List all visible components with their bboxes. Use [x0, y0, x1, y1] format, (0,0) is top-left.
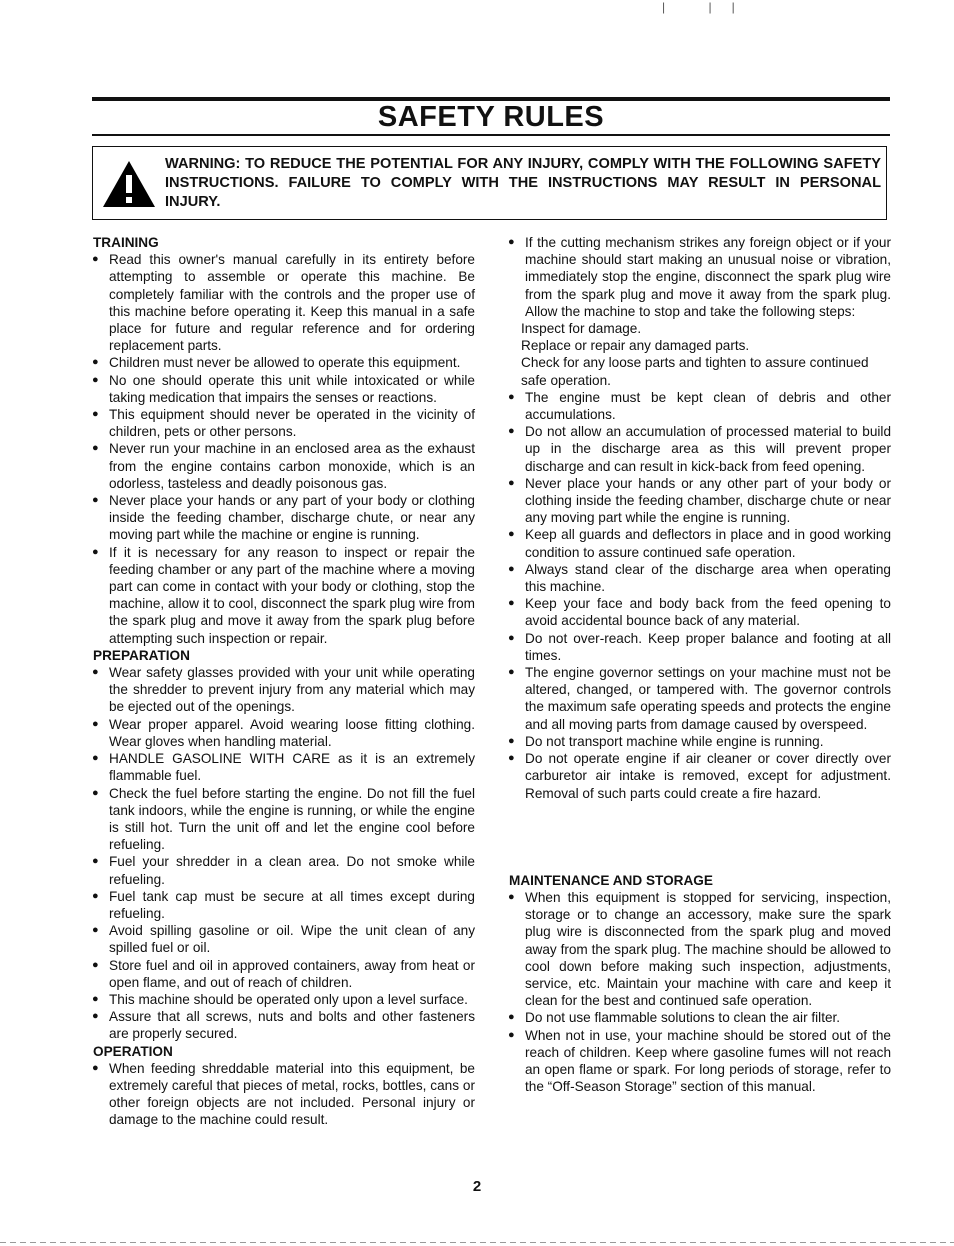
maintenance-heading: MAINTENANCE AND STORAGE [509, 872, 713, 888]
list-item: ● Fuel your shredder in a clean area. Do not smoke while refueling. [92, 853, 475, 887]
list-item: ● Do not over-reach. Keep proper balance and footing at all times. [508, 630, 891, 664]
list-item: ● Do not use flammable solutions to clean the air filter. [508, 1009, 891, 1026]
list-item: ● Children must never be allowed to operate this equipment. [92, 354, 475, 371]
operation-more-list [508, 389, 891, 802]
operation-heading: OPERATION [93, 1043, 173, 1059]
inspection-step: Inspect for damage. [521, 321, 642, 337]
page-number: 2 [472, 1178, 482, 1195]
inspection-step: Check for any loose parts and tighten to assure continued safe operation. [521, 355, 869, 388]
list-item: ● Wear proper apparel. Avoid wearing loose fitting clothing. Wear gloves when handling material. [92, 716, 475, 750]
maintenance-list [508, 889, 891, 1095]
list-item: ● When feeding shreddable material into this equipment, be extremely careful that pieces of metal, rocks, bottles, cans or other foreign objects are not included. Personal injury or damage to the machine could result. [92, 1060, 475, 1129]
list-item: ● When this equipment is stopped for servicing, inspection, storage or to change an accessory, make sure the spark plug wire is disconnected from the spark plug and moved away from the spark plug. The machine should be allowed to cool down before making such inspection, adjustments, service, etc. Maintain your machine with care and keep it clean for the best and continued safe operation. [508, 889, 891, 1009]
training-list [92, 251, 475, 647]
list-item: ● If the cutting mechanism strikes any foreign object or if your machine should start making an unusual noise or vibration, immediately stop the engine, disconnect the spark plug wire from the spark plug and move it away from the spark plug. Allow the machine to stop and take the following steps: [508, 234, 891, 320]
list-item: ● Avoid spilling gasoline or oil. Wipe the unit clean of any spilled fuel or oil. [92, 922, 475, 956]
operation-continued-list [508, 234, 891, 320]
inspection-step: Replace or repair any damaged parts. [521, 338, 750, 354]
list-item: ● Keep all guards and deflectors in place and in good working condition to assure continued safe operation. [508, 526, 891, 560]
list-item: ● Wear safety glasses provided with your unit while operating the shredder to prevent injury from any material which may be ejected out of the openings. [92, 664, 475, 716]
list-item: ● HANDLE GASOLINE WITH CARE as it is an extremely flammable fuel. [92, 750, 475, 784]
list-item: ● No one should operate this unit while intoxicated or while taking medication that impairs the senses or reactions. [92, 372, 475, 406]
right-column [508, 234, 891, 1095]
training-heading: TRAINING [93, 235, 159, 250]
list-item: ● Assure that all screws, nuts and bolts and other fasteners are properly secured. [92, 1008, 475, 1042]
list-item: ● The engine must be kept clean of debris and other accumulations. [508, 389, 891, 423]
list-item: ● Never place your hands or any part of your body or clothing inside the feeding chamber, discharge chute, or near any moving part while the machine or engine is running. [92, 492, 475, 544]
page-title: SAFETY RULES [377, 101, 605, 133]
scan-marks: | || [662, 0, 755, 14]
scan-edge-line [0, 1242, 954, 1243]
list-item: ● Read this owner's manual carefully in its entirety before attempting to assemble or operate this machine. Be completely familiar with the controls and the proper use of this machine before operating it. Keep this manual in a safe place for future and regular reference and for ordering replacement parts. [92, 251, 475, 354]
list-item: ● The engine governor settings on your machine must not be altered, changed, or tampered with. The governor controls the maximum safe operating speeds and protects the engine and all moving parts from damage caused by overspeed. [508, 664, 891, 733]
list-item: ● Fuel tank cap must be secure at all times except during refueling. [92, 888, 475, 922]
section-spacer [508, 802, 891, 872]
list-item: ● Do not transport machine while engine is running. [508, 733, 891, 750]
list-item: ● Never run your machine in an enclosed area as the exhaust from the engine contains carbon monoxide, which is an odorless, tasteless and deadly poisonous gas. [92, 440, 475, 492]
warning-triangle-icon [101, 159, 157, 209]
preparation-heading: PREPARATION [93, 647, 190, 663]
left-column [92, 234, 475, 1129]
operation-list [92, 1060, 475, 1129]
warning-text: WARNING: TO REDUCE THE POTENTIAL FOR ANY INJURY, COMPLY WITH THE FOLLOWING SAFETY INSTRUCTIONS. FAILURE TO COMPLY WITH THE INSTRUCTIONS MAY RESULT IN PERSONAL INJURY. [165, 156, 881, 210]
list-item: ● This machine should be operated only upon a level surface. [92, 991, 475, 1008]
list-item: ● Keep your face and body back from the feed opening to avoid accidental bounce back of any material. [508, 595, 891, 629]
list-item: ● Store fuel and oil in approved containers, away from heat or open flame, and out of reach of children. [92, 957, 475, 991]
list-item: ● Check the fuel before starting the engine. Do not fill the fuel tank indoors, while the engine is running, or while the engine is still hot. Turn the unit off and let the engine cool before refueling. [92, 785, 475, 854]
list-item: ● When not in use, your machine should be stored out of the reach of children. Keep where gasoline fumes will not reach an open flame or spark. For long periods of storage, refer to the “Off-Season Storage” section of this manual. [508, 1027, 891, 1096]
list-item: ● Always stand clear of the discharge area when operating this machine. [508, 561, 891, 595]
list-item: ● Never place your hands or any other part of your body or clothing inside the feeding chamber, discharge chute or near any moving part while the engine is running. [508, 475, 891, 527]
list-item: ● Do not operate engine if air cleaner or cover directly over carburetor air intake is removed, except for adjustment. Removal of such parts could create a fire hazard. [508, 750, 891, 802]
title-rule-bottom [92, 134, 890, 136]
warning-box [92, 146, 887, 220]
list-item: ● This equipment should never be operated in the vicinity of children, pets or other persons. [92, 406, 475, 440]
preparation-list [92, 664, 475, 1042]
list-item: ● If it is necessary for any reason to inspect or repair the feeding chamber or any part of the machine where a moving part can come in contact with your body or clothing, stop the machine, allow it to cool, disconnect the spark plug wire from the spark plug and move it away from the spark plug before attempting such inspection or repair. [92, 544, 475, 647]
list-item: ● Do not allow an accumulation of processed material to build up in the discharge area as this will prevent proper discharge and can result in kick-back from feed opening. [508, 423, 891, 475]
